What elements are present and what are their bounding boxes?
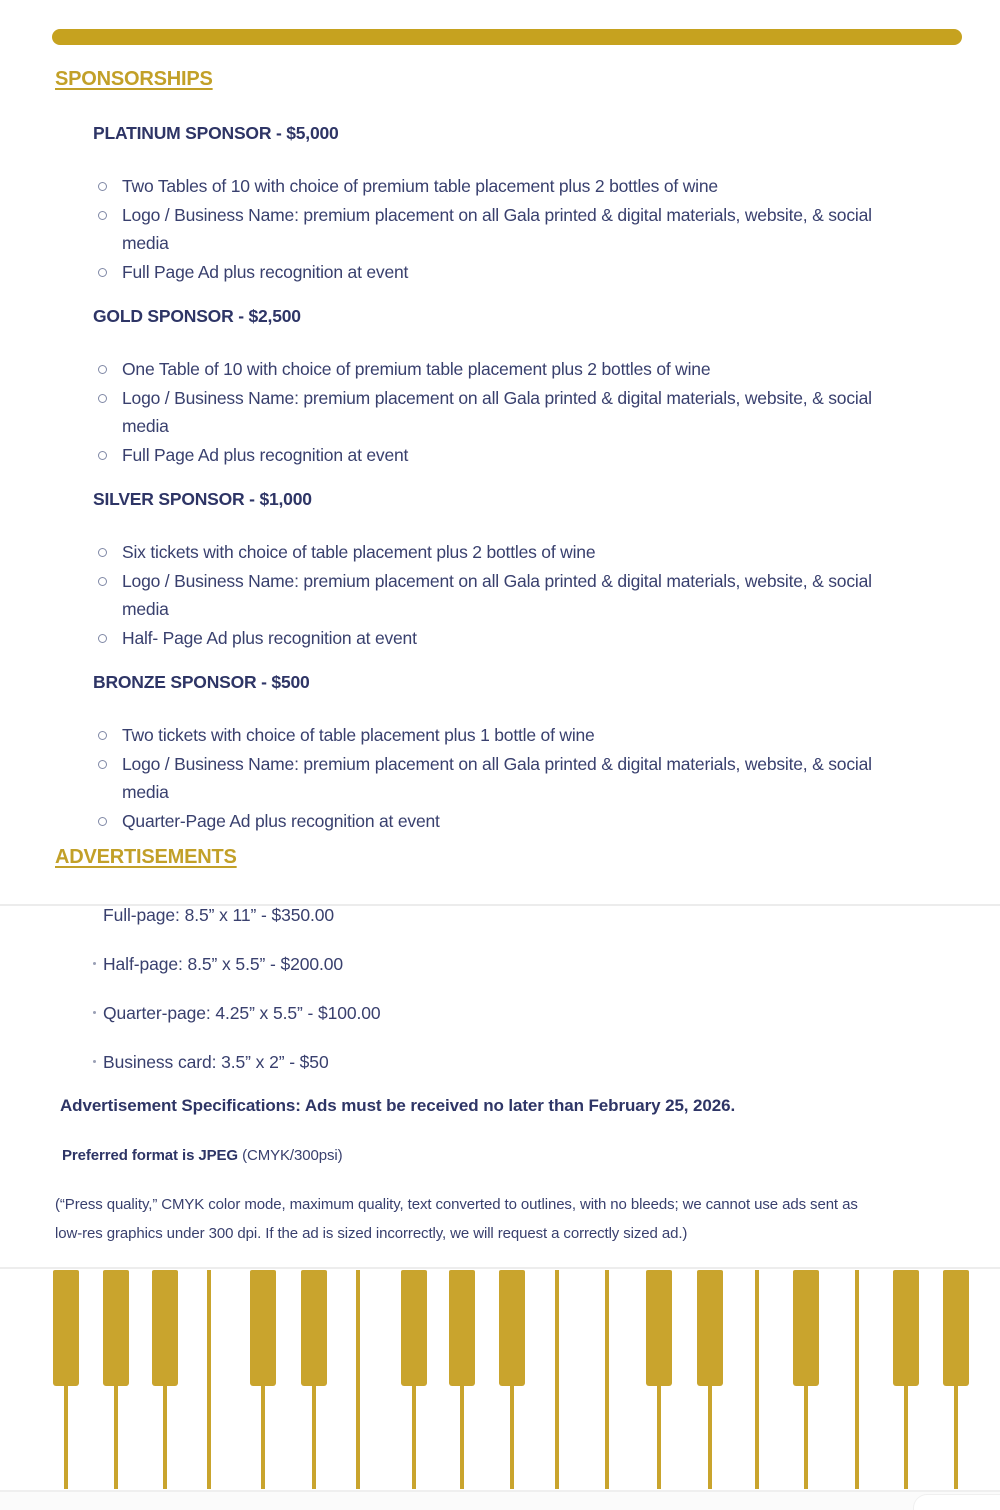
- circle-bullet-icon: [98, 548, 107, 557]
- preferred-format-detail-text: (CMYK/300psi): [238, 1147, 343, 1164]
- bullet-item: Two tickets with choice of table placement plus 1 bottle of wine: [122, 721, 884, 750]
- piano-black-key: [250, 1270, 276, 1386]
- piano-white-key-line: [605, 1270, 609, 1489]
- ad-price-list: [103, 901, 963, 1097]
- piano-key-stem: [657, 1385, 661, 1489]
- piano-black-key: [893, 1270, 919, 1386]
- piano-white-key-line: [555, 1270, 559, 1489]
- piano-black-key: [53, 1270, 79, 1386]
- tier-bullet-list: [0, 721, 884, 835]
- circle-bullet-icon: [98, 268, 107, 277]
- piano-black-key: [793, 1270, 819, 1386]
- bullet-item: Full Page Ad plus recognition at event: [122, 441, 884, 470]
- piano-black-key: [697, 1270, 723, 1386]
- sponsor-tiers-section: [0, 123, 1000, 855]
- bullet-item: Two Tables of 10 with choice of premium table placement plus 2 bottles of wine: [122, 172, 884, 201]
- sponsorships-heading: SPONSORSHIPS: [55, 68, 213, 90]
- piano-black-key: [103, 1270, 129, 1386]
- tier-bullet-list: [0, 355, 884, 469]
- piano-black-key: [401, 1270, 427, 1386]
- circle-bullet-icon: [98, 394, 107, 403]
- piano-black-key: [152, 1270, 178, 1386]
- piano-key-stem: [114, 1385, 118, 1489]
- piano-black-key: [943, 1270, 969, 1386]
- piano-white-key-line: [207, 1270, 211, 1489]
- preferred-format-line: [62, 1147, 342, 1164]
- circle-bullet-icon: [98, 634, 107, 643]
- circle-bullet-icon: [98, 817, 107, 826]
- piano-key-stem: [904, 1385, 908, 1489]
- dot-bullet-icon: [93, 1060, 96, 1063]
- piano-key-stem: [412, 1385, 416, 1489]
- piano-white-key-line: [356, 1270, 360, 1489]
- tier-title: GOLD SPONSOR - $2,500: [93, 306, 301, 326]
- sponsor-tier: [0, 489, 1000, 652]
- bullet-item: Six tickets with choice of table placement plus 2 bottles of wine: [122, 538, 884, 567]
- bullet-item: Logo / Business Name: premium placement on all Gala printed & digital materials, website, & social media: [122, 567, 884, 624]
- bullet-item: Full Page Ad plus recognition at event: [122, 258, 884, 287]
- circle-bullet-icon: [98, 577, 107, 586]
- tier-title: BRONZE SPONSOR - $500: [93, 672, 310, 692]
- dot-bullet-icon: [93, 1011, 96, 1014]
- tier-title: SILVER SPONSOR - $1,000: [93, 489, 312, 509]
- sponsor-tier: [0, 672, 1000, 835]
- piano-white-key-line: [755, 1270, 759, 1489]
- circle-bullet-icon: [98, 760, 107, 769]
- advertisements-heading: ADVERTISEMENTS: [55, 846, 237, 868]
- circle-bullet-icon: [98, 451, 107, 460]
- circle-bullet-icon: [98, 182, 107, 191]
- bullet-item: Quarter-Page Ad plus recognition at event: [122, 807, 884, 836]
- piano-key-stem: [64, 1385, 68, 1489]
- gold-divider-bar: [52, 29, 962, 45]
- bullet-item: Half- Page Ad plus recognition at event: [122, 624, 884, 653]
- bullet-item: Logo / Business Name: premium placement on all Gala printed & digital materials, website, & social media: [122, 201, 884, 258]
- circle-bullet-icon: [98, 365, 107, 374]
- piano-key-stem: [954, 1385, 958, 1489]
- dot-bullet-icon: [93, 962, 96, 965]
- circle-bullet-icon: [98, 731, 107, 740]
- sponsor-tier: [0, 123, 1000, 286]
- ad-specifications-line: Advertisement Specifications: Ads must be received no later than February 25, 2026.: [60, 1096, 736, 1115]
- piano-white-key-line: [855, 1270, 859, 1489]
- fine-print-paragraph: (“Press quality,” CMYK color mode, maximum quality, text converted to outlines, with no bleeds; we cannot use ads sent as low-res graphics under 300 dpi. If the ad is sized incorrectly, we will request a correctly sized ad.): [55, 1196, 858, 1242]
- bullet-item: One Table of 10 with choice of premium table placement plus 2 bottles of wine: [122, 355, 884, 384]
- tier-title: PLATINUM SPONSOR - $5,000: [93, 123, 339, 143]
- piano-black-key: [646, 1270, 672, 1386]
- piano-key-stem: [510, 1385, 514, 1489]
- piano-keyboard-graphic: [0, 1267, 1000, 1492]
- piano-key-stem: [708, 1385, 712, 1489]
- tier-bullet-list: [0, 538, 884, 652]
- piano-black-key: [499, 1270, 525, 1386]
- ad-price-item: Full-page: 8.5” x 11” - $350.00: [103, 905, 335, 925]
- bullet-item: Logo / Business Name: premium placement on all Gala printed & digital materials, website, & social media: [122, 750, 884, 807]
- piano-black-key: [449, 1270, 475, 1386]
- piano-key-stem: [312, 1385, 316, 1489]
- sponsor-tier: [0, 306, 1000, 469]
- piano-key-stem: [804, 1385, 808, 1489]
- ad-price-item: Business card: 3.5” x 2” - $50: [103, 1048, 963, 1076]
- piano-key-stem: [460, 1385, 464, 1489]
- ad-price-item: Quarter-page: 4.25” x 5.5” - $100.00: [103, 999, 963, 1027]
- ad-price-item: Half-page: 8.5” x 5.5” - $200.00: [103, 950, 963, 978]
- piano-key-stem: [163, 1385, 167, 1489]
- tier-bullet-list: [0, 172, 884, 286]
- piano-black-key: [301, 1270, 327, 1386]
- bottom-background-strip: [0, 1492, 1000, 1510]
- rounded-corner-panel: [913, 1494, 1000, 1510]
- bullet-item: Logo / Business Name: premium placement on all Gala printed & digital materials, website, & social media: [122, 384, 884, 441]
- preferred-format-bold-text: Preferred format is JPEG: [62, 1147, 239, 1164]
- circle-bullet-icon: [98, 211, 107, 220]
- piano-key-stem: [261, 1385, 265, 1489]
